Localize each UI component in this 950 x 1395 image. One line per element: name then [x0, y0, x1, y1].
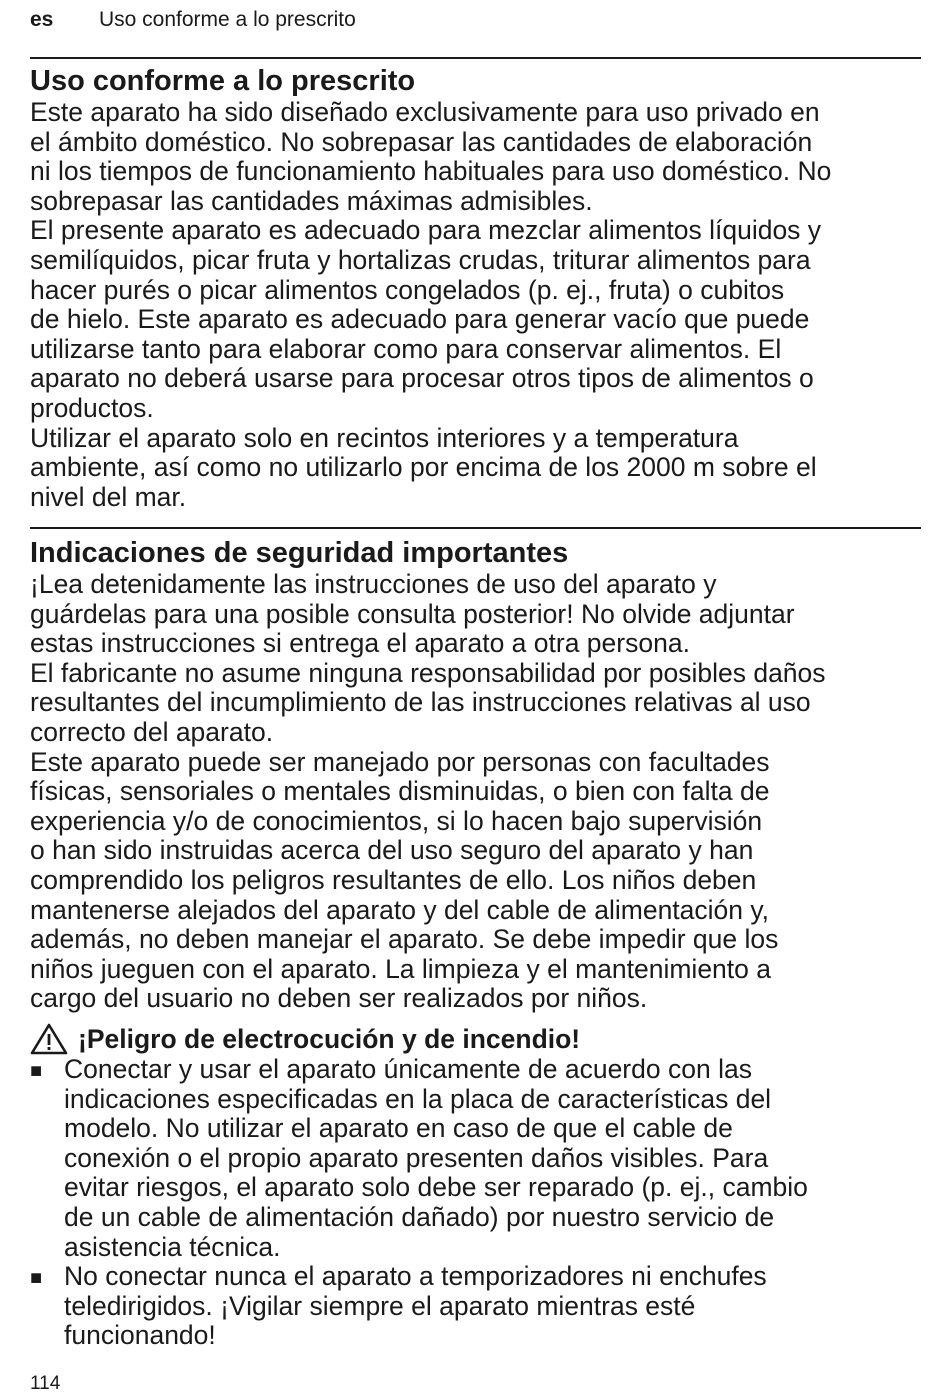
text-line: nivel del mar.: [30, 481, 187, 512]
text-line: aparato no deberá usarse para procesar otros tipos de alimentos o: [30, 363, 814, 394]
text-line: guárdelas para una posible consulta posterior! No olvide adjuntar: [30, 598, 795, 629]
text-line: ¡Lea detenidamente las instrucciones de uso del aparato y: [30, 569, 717, 599]
section-heading: Uso conforme a lo prescrito: [30, 65, 416, 97]
text-line: experiencia y/o de conocimientos, si lo hacen bajo supervisión: [30, 805, 763, 836]
language-code: es: [30, 8, 54, 31]
running-title: Uso conforme a lo prescrito: [99, 8, 356, 31]
section-body: [30, 570, 925, 1014]
text-line: el ámbito doméstico. No sobrepasar las cantidades de elaboración: [30, 126, 813, 157]
text-line: teledirigidos. ¡Vigilar siempre el aparato mientras esté: [64, 1290, 696, 1321]
text-line: conexión o el propio aparato presenten daños visibles. Para: [64, 1142, 769, 1173]
text-line: comprendido los peligros resultantes de ello. Los niños deben: [30, 864, 757, 895]
text-line: de un cable de alimentación dañado) por nuestro servicio de: [64, 1201, 775, 1232]
text-line: El presente aparato es adecuado para mezclar alimentos líquidos y: [30, 215, 822, 246]
text-line: semilíquidos, picar fruta y hortalizas crudas, triturar alimentos para: [30, 244, 811, 275]
text-line: ni los tiempos de funcionamiento habituales para uso doméstico. No: [30, 156, 832, 187]
warning-heading: [30, 1023, 925, 1055]
list-item-text: [64, 1262, 767, 1351]
warning-title: ¡Peligro de electrocución y de incendio!: [78, 1024, 581, 1054]
text-line: sobrepasar las cantidades máximas admisibles.: [30, 185, 593, 216]
text-line: No conectar nunca el aparato a temporizadores ni enchufes: [64, 1261, 767, 1292]
section-body: [30, 98, 925, 512]
text-line: físicas, sensoriales o mentales disminuidas, o bien con falta de: [30, 776, 770, 807]
section-intended-use: [30, 64, 925, 512]
text-line: ambiente, así como no utilizarlo por encima de los 2000 m sobre el: [30, 452, 817, 483]
section-safety: [30, 536, 925, 1014]
warning-block: [30, 1023, 925, 1351]
text-line: utilizarse tanto para elaborar como para conservar alimentos. El: [30, 333, 782, 364]
text-line: evitar riesgos, el aparato solo debe ser reparado (p. ej., cambio: [64, 1172, 808, 1203]
section-divider: [30, 57, 921, 59]
text-line: niños jueguen con el aparato. La limpieza y el mantenimiento a: [30, 953, 771, 984]
text-line: modelo. No utilizar el aparato en caso de que el cable de: [64, 1113, 733, 1144]
text-line: Este aparato ha sido diseñado exclusivamente para uso privado en: [30, 97, 820, 127]
warning-triangle-icon: [30, 1023, 68, 1055]
text-line: indicaciones especificadas en la placa de características del: [64, 1083, 772, 1114]
section-heading: Indicaciones de seguridad importantes: [30, 537, 569, 569]
text-line: mantenerse alejados del aparato y del cable de alimentación y,: [30, 894, 770, 925]
text-line: o han sido instruidas acerca del uso seguro del aparato y han: [30, 835, 754, 866]
text-line: hacer purés o picar alimentos congelados (p. ej., fruta) o cubitos: [30, 274, 785, 305]
list-item: [30, 1055, 925, 1262]
text-line: El fabricante no asume ninguna responsabilidad por posibles daños: [30, 657, 826, 688]
warning-list: [30, 1055, 925, 1351]
text-line: Utilizar el aparato solo en recintos interiores y a temperatura: [30, 422, 739, 453]
text-line: productos.: [30, 392, 154, 423]
text-line: cargo del usuario no deben ser realizados por niños.: [30, 983, 648, 1014]
text-line: Conectar y usar el aparato únicamente de acuerdo con las: [64, 1054, 752, 1084]
text-line: asistencia técnica.: [64, 1231, 281, 1262]
text-line: de hielo. Este aparato es adecuado para generar vacío que puede: [30, 304, 810, 335]
text-line: correcto del aparato.: [30, 716, 274, 747]
text-line: funcionando!: [64, 1320, 216, 1351]
section-divider: [30, 527, 921, 529]
text-line: Este aparato puede ser manejado por personas con facultades: [30, 746, 770, 777]
text-line: además, no deben manejar el aparato. Se debe impedir que los: [30, 924, 779, 955]
bullet-square-icon: ■: [30, 1267, 43, 1290]
text-line: estas instrucciones si entrega el aparato a otra persona.: [30, 628, 690, 659]
bullet-square-icon: ■: [30, 1060, 43, 1082]
list-item-text: [64, 1055, 808, 1262]
page-header: [30, 8, 356, 32]
list-item: [30, 1262, 925, 1351]
text-line: resultantes del incumplimiento de las instrucciones relativas al uso: [30, 687, 811, 718]
page-number: 114: [30, 1373, 61, 1394]
